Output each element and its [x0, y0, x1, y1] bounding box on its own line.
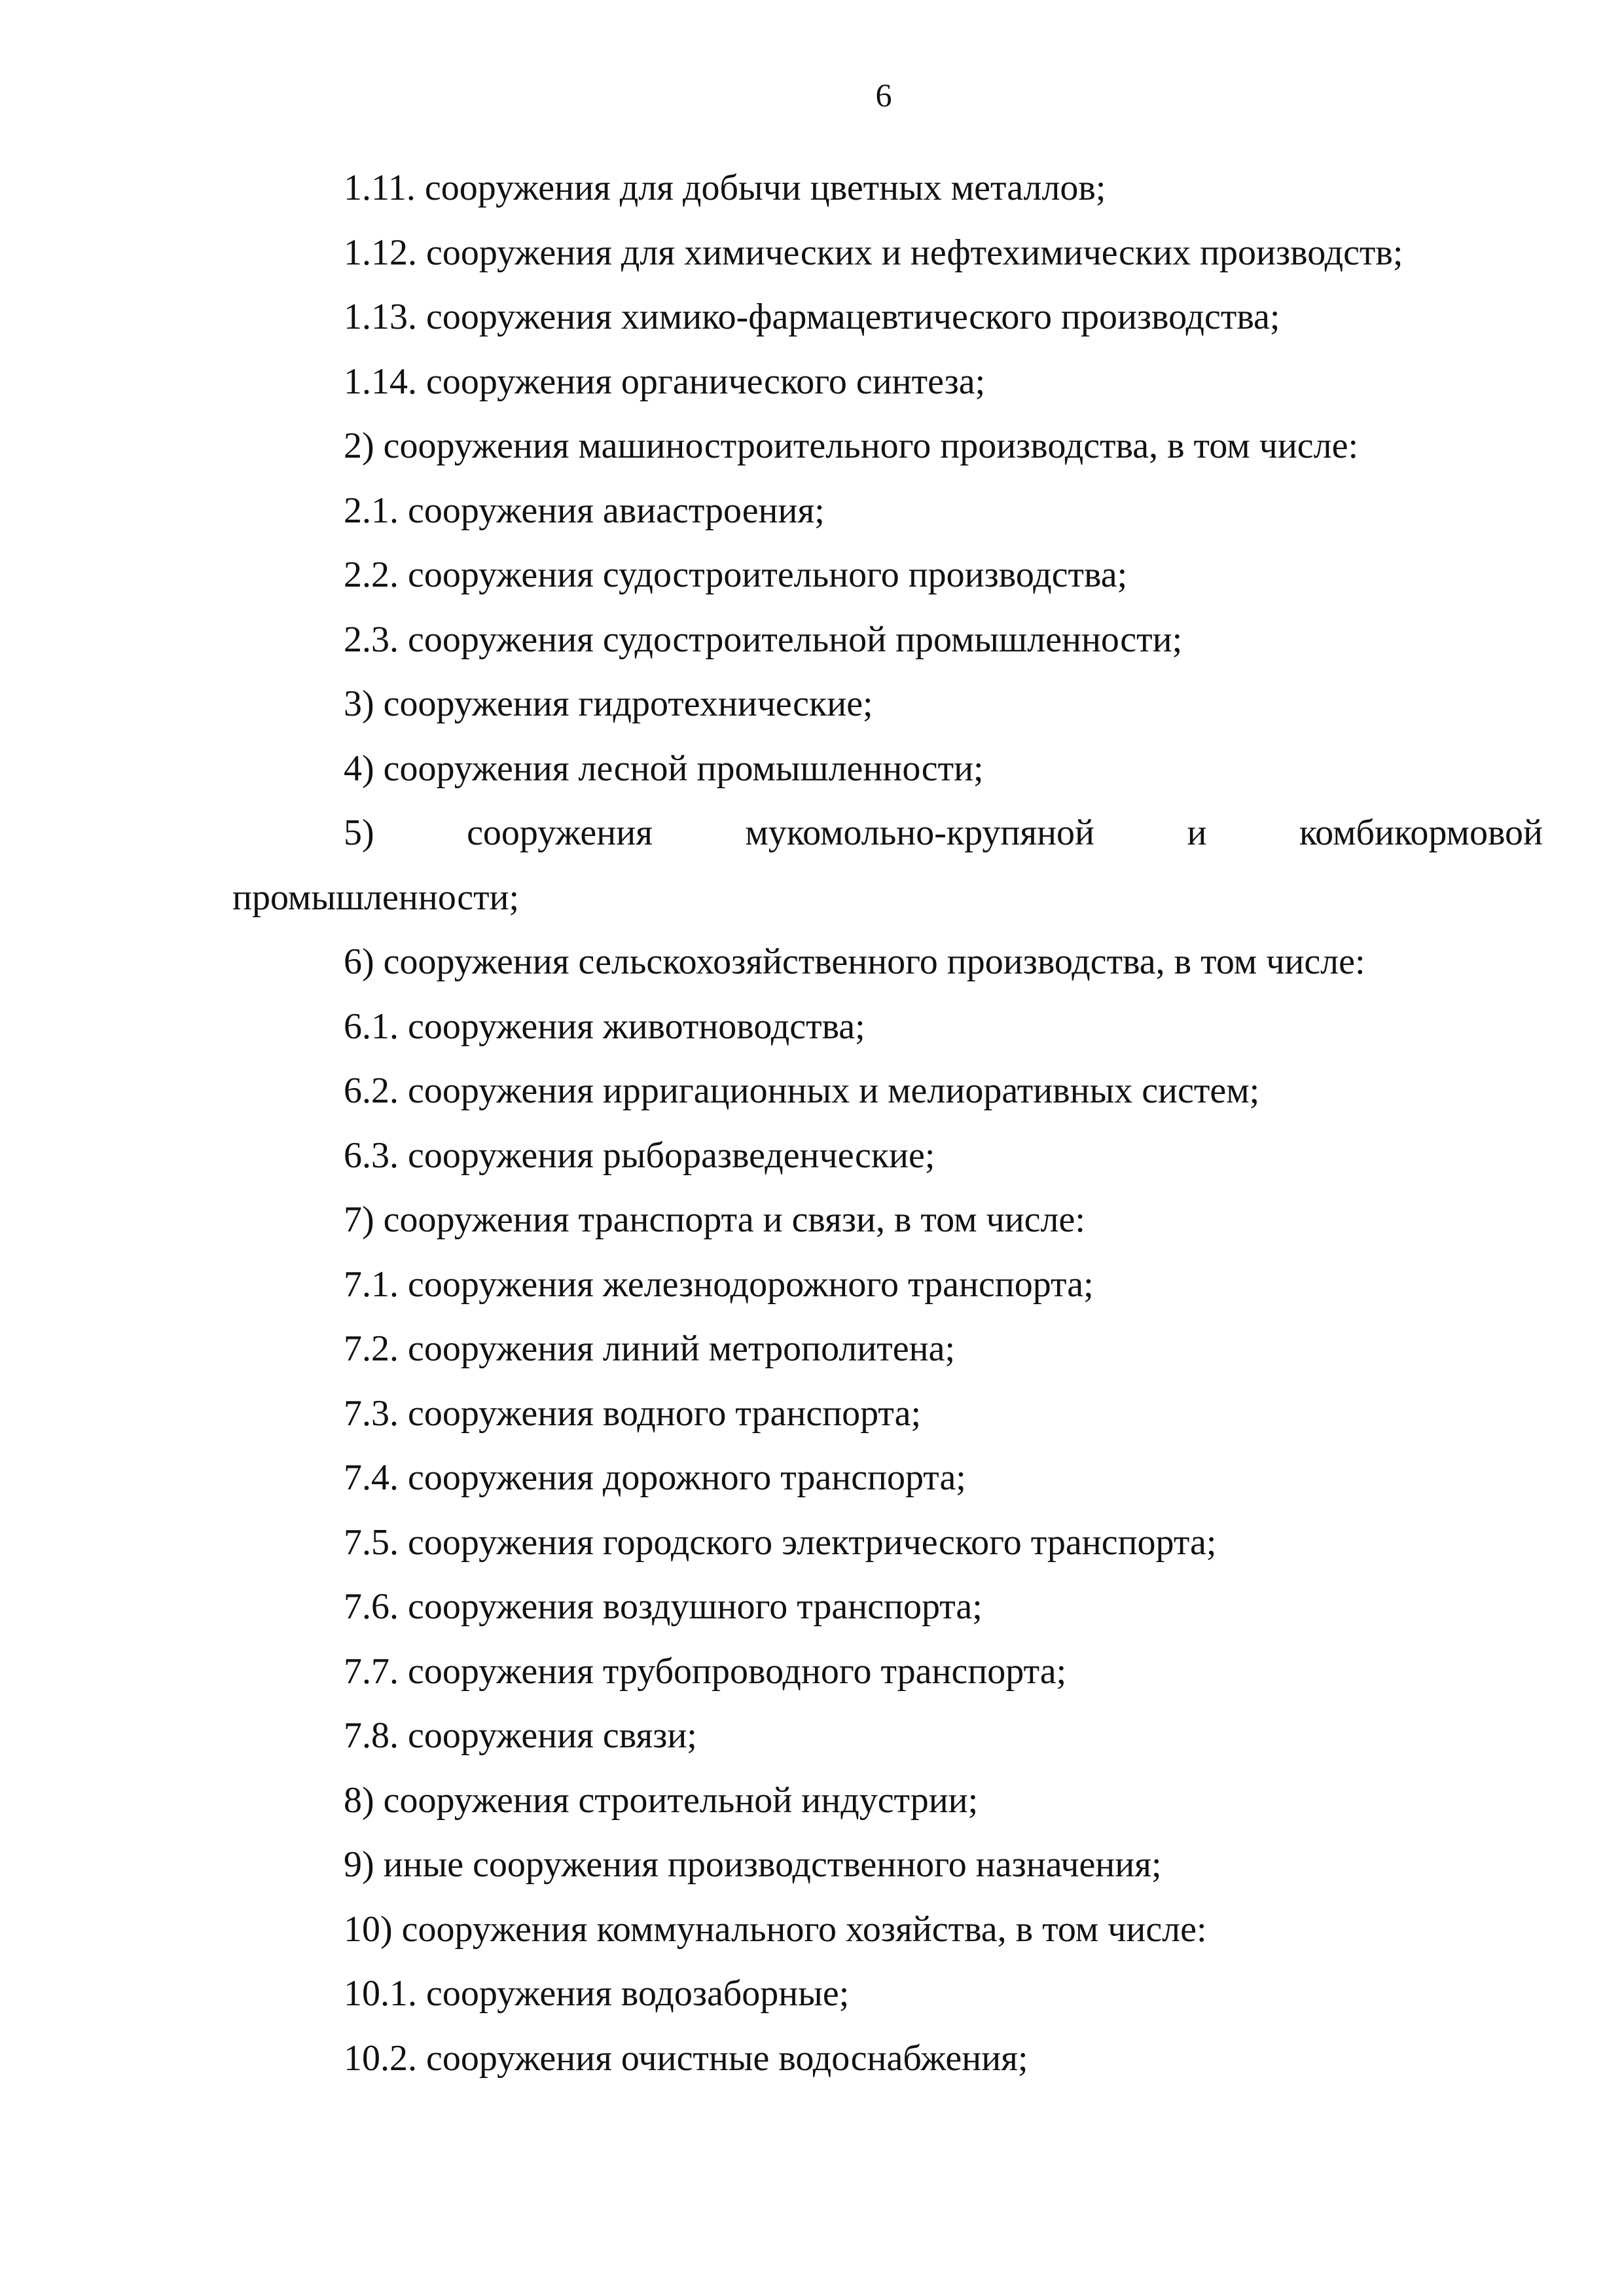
list-item: 7.6. сооружения воздушного транспорта;	[344, 1586, 983, 1627]
list-item: 2.3. сооружения судостроительной промышленности;	[344, 619, 1183, 660]
list-item-word: мукомольно-крупяной	[745, 812, 1095, 853]
list-item: 7.7. сооружения трубопроводного транспорта;	[344, 1650, 1067, 1692]
list-item: 10) сооружения коммунального хозяйства, в том числе:	[344, 1908, 1207, 1950]
list-item: 4) сооружения лесной промышленности;	[344, 748, 984, 789]
list-item: 1.11. сооружения для добычи цветных металлов;	[344, 168, 1106, 208]
list-item: 6) сооружения сельскохозяйственного производства, в том числе:	[344, 941, 1365, 982]
document-body	[232, 156, 1543, 2090]
list-item: 1.13. сооружения химико-фармацевтического производства;	[344, 297, 1280, 337]
list-item: 7.3. сооружения водного транспорта;	[344, 1393, 921, 1434]
list-item-continuation: промышленности;	[232, 877, 520, 918]
list-item: 1.14. сооружения органического синтеза;	[344, 361, 986, 402]
list-item: 10.2. сооружения очистные водоснабжения;	[344, 2037, 1028, 2079]
list-item: 7.5. сооружения городского электрического транспорта;	[344, 1522, 1217, 1563]
list-item-word: сооружения	[467, 812, 653, 853]
list-item: 7) сооружения транспорта и связи, в том числе:	[344, 1199, 1085, 1240]
list-item-word: 5)	[344, 812, 374, 853]
list-item: 6.1. сооружения животноводства;	[344, 1006, 865, 1047]
page-number: 6	[875, 77, 892, 113]
list-item-word: комбикормовой	[1299, 812, 1543, 853]
list-item: 7.1. сооружения железнодорожного транспорта;	[344, 1264, 1094, 1305]
list-item: 2) сооружения машиностроительного производства, в том числе:	[344, 426, 1359, 466]
list-item: 10.1. сооружения водозаборные;	[344, 1973, 850, 2014]
list-item: 7.4. сооружения дорожного транспорта;	[344, 1457, 966, 1498]
list-item: 2.1. сооружения авиастроения;	[344, 490, 825, 531]
list-item: 3) сооружения гидротехнические;	[344, 683, 873, 724]
list-item-justified	[232, 801, 1543, 866]
list-item: 6.2. сооружения ирригационных и мелиоративных систем;	[344, 1070, 1260, 1111]
list-item: 9) иные сооружения производственного назначения;	[344, 1844, 1162, 1885]
list-item: 7.2. сооружения линий метрополитена;	[344, 1328, 956, 1369]
list-item: 6.3. сооружения рыборазведенческие;	[344, 1135, 935, 1176]
list-item: 2.2. сооружения судостроительного производства;	[344, 555, 1128, 595]
list-item: 8) сооружения строительной индустрии;	[344, 1779, 979, 1821]
list-item: 1.12. сооружения для химических и нефтехимических производств;	[344, 232, 1403, 273]
list-item: 7.8. сооружения связи;	[344, 1715, 697, 1756]
list-item-word: и	[1187, 812, 1207, 853]
